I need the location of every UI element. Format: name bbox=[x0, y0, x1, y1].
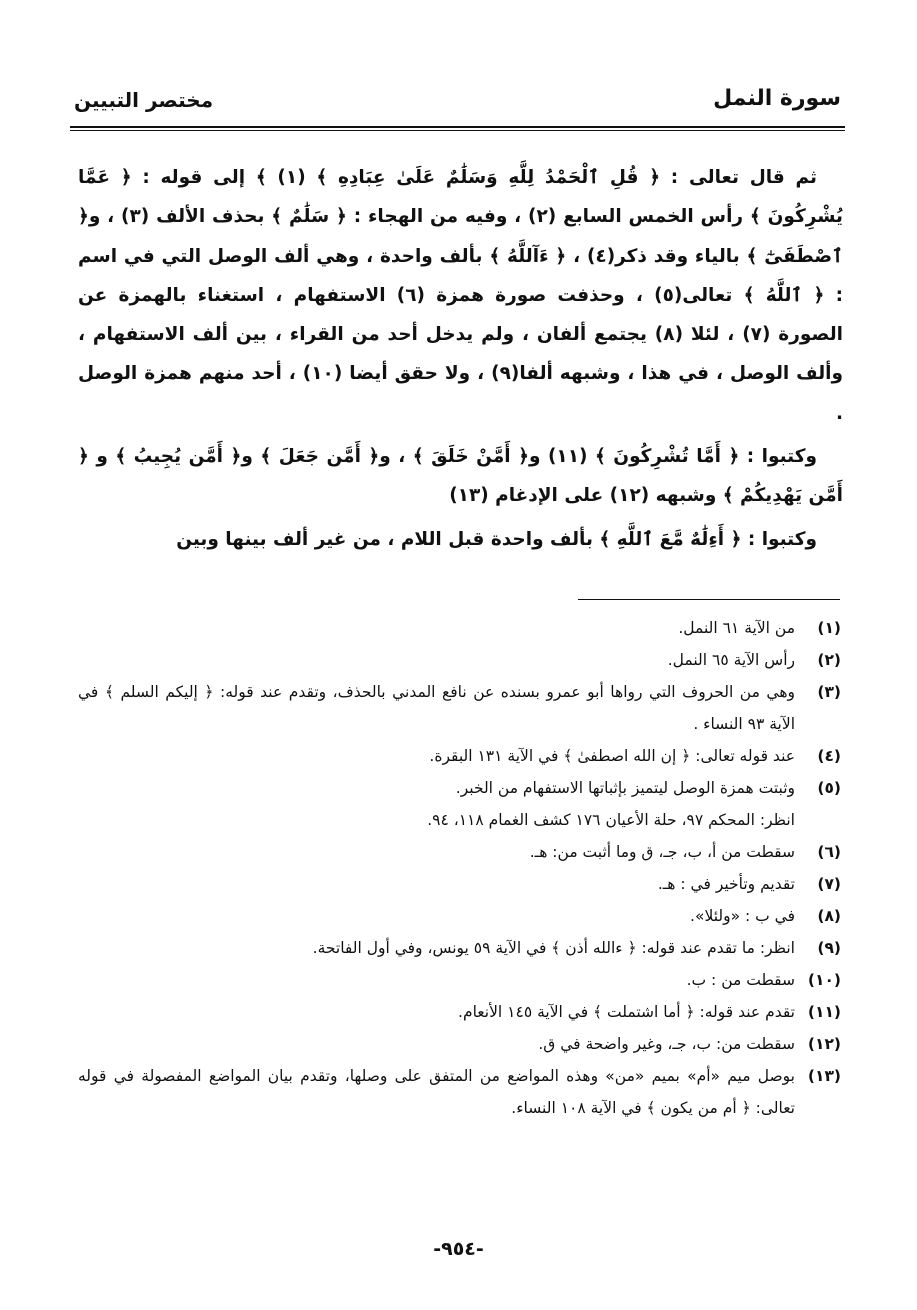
surah-title: سورة النمل bbox=[713, 86, 841, 111]
footnotes bbox=[78, 612, 841, 1124]
footnote-text: رأس الآية ٦٥ النمل. bbox=[667, 651, 795, 669]
footnote bbox=[78, 740, 841, 772]
footnote bbox=[78, 612, 841, 644]
footnote-text: انظر: ما تقدم عند قوله: ﴿ ءالله أذن ﴾ في الآية ٥٩ يونس، وفي أول الفاتحة. bbox=[312, 939, 795, 957]
footnote bbox=[78, 1028, 841, 1060]
footnote bbox=[78, 772, 841, 836]
footnote-text: وثبتت همزة الوصل ليتميز بإثباتها الاستفهام من الخبر. bbox=[455, 779, 795, 797]
footnote-number: (١) bbox=[817, 619, 841, 637]
page-header bbox=[74, 86, 841, 126]
footnote-number: (٣) bbox=[817, 683, 841, 701]
footnote-number: (١٢) bbox=[807, 1035, 841, 1053]
footnote-text: عند قوله تعالى: ﴿ إن الله اصطفىٰ ﴾ في الآية ١٣١ البقرة. bbox=[429, 747, 795, 765]
footnote-text: بوصل ميم «أم» بميم «من» وهذه المواضع من المتفق على وصلها، وتقدم بيان المواضع المفصولة في قوله تعالى: ﴿ أم من يكون ﴾ في الآية ١٠٨ النساء. bbox=[78, 1067, 795, 1117]
footnote-separator bbox=[578, 599, 840, 600]
footnote-number: (١١) bbox=[807, 1003, 841, 1021]
footnote bbox=[78, 900, 841, 932]
footnote-text: سقطت من: ب، جـ، وغير واضحة في ق. bbox=[538, 1035, 795, 1053]
footnote bbox=[78, 644, 841, 676]
footnote-text: سقطت من : ب. bbox=[686, 971, 795, 989]
footnote-number: (١٠) bbox=[807, 971, 841, 989]
footnote-number: (٩) bbox=[817, 939, 841, 957]
footnote-text: تقديم وتأخير في : هـ. bbox=[657, 875, 795, 893]
footnote-number: (٧) bbox=[817, 875, 841, 893]
footnote-text: من الآية ٦١ النمل. bbox=[678, 619, 795, 637]
book-title: مختصر التبيين bbox=[74, 88, 214, 112]
footnote bbox=[78, 1060, 841, 1124]
footnote-number: (١٣) bbox=[807, 1067, 841, 1085]
footnote-number: (٦) bbox=[817, 843, 841, 861]
page-number: -٩٥٤- bbox=[433, 1238, 484, 1260]
footnote-number: (٢) bbox=[817, 651, 841, 669]
footnote bbox=[78, 676, 841, 740]
footnote-number: (٨) bbox=[817, 907, 841, 925]
footnote bbox=[78, 932, 841, 964]
footnote-text: سقطت من أ، ب، جـ، ق وما أثبت من: هـ. bbox=[529, 843, 795, 861]
main-text bbox=[78, 158, 843, 559]
footnote bbox=[78, 868, 841, 900]
header-rule bbox=[70, 126, 845, 131]
footnote-text: انظر: المحكم ٩٧، حلة الأعيان ١٧٦ كشف الغمام ١١٨، ٩٤. bbox=[427, 811, 795, 829]
footnote-text: في ب : «ولئلا». bbox=[690, 907, 795, 925]
paragraph: وكتبوا : ﴿ أَءِلَٰهٌ مَّعَ ٱللَّهِ ﴾ بألف واحدة قبل اللام ، من غير ألف بينها وبين bbox=[176, 528, 817, 550]
footnote-number: (٥) bbox=[817, 779, 841, 797]
footnote bbox=[78, 836, 841, 868]
footnote bbox=[78, 964, 841, 996]
footnote-number: (٤) bbox=[817, 747, 841, 765]
paragraph: ثم قال تعالى : ﴿ قُلِ ٱلْحَمْدُ لِلَّهِ وَسَلَٰمٌ عَلَىٰ عِبَادِهِ ﴾ (١) ﴾ إلى قوله : ﴿ عَمَّا يُشْرِكُونَ ﴾ رأس الخمس السابع (٢) ، وفيه من الهجاء : ﴿ سَلَٰمٌ ﴾ بحذف الألف (٣) ، و﴿ ٱصْطَفَىٰٓ ﴾ بالياء وقد ذكر(٤) ، ﴿ ءَآللَّهُ ﴾ بألف واحدة ، وهي ألف الوصل التي في اسم : ﴿ ٱللَّهُ ﴾ تعالى(٥) ، وحذفت صورة همزة (٦) الاستفهام ، استغناء بالهمزة عن الصورة (٧) ، لئلا (٨) يجتمع ألفان ، ولم يدخل أحد من القراء ، بين ألف الاستفهام ، وألف الوصل ، في هذا ، وشبهه ألفا(٩) ، ولا حقق أيضا (١٠) ، أحد منهم همزة الوصل . bbox=[78, 167, 843, 424]
footnote-text: تقدم عند قوله: ﴿ أما اشتملت ﴾ في الآية ١٤٥ الأنعام. bbox=[458, 1003, 795, 1021]
paragraph: وكتبوا : ﴿ أَمَّا تُشْرِكُونَ ﴾ (١١) و﴿ أَمَّنْ خَلَقَ ﴾ ، و﴿ أَمَّن جَعَلَ ﴾ و﴿ أَمَّن يُجِيبُ ﴾ و ﴿ أَمَّن يَهْدِيكُمْ ﴾ وشبهه (١٢) على الإدغام (١٣) bbox=[78, 446, 843, 507]
footnote bbox=[78, 996, 841, 1028]
footnote-text: وهي من الحروف التي رواها أبو عمرو بسنده عن نافع المدني بالحذف، وتقدم عند قوله: ﴿ إليكم السلم ﴾ في الآية ٩٣ النساء . bbox=[78, 683, 795, 733]
